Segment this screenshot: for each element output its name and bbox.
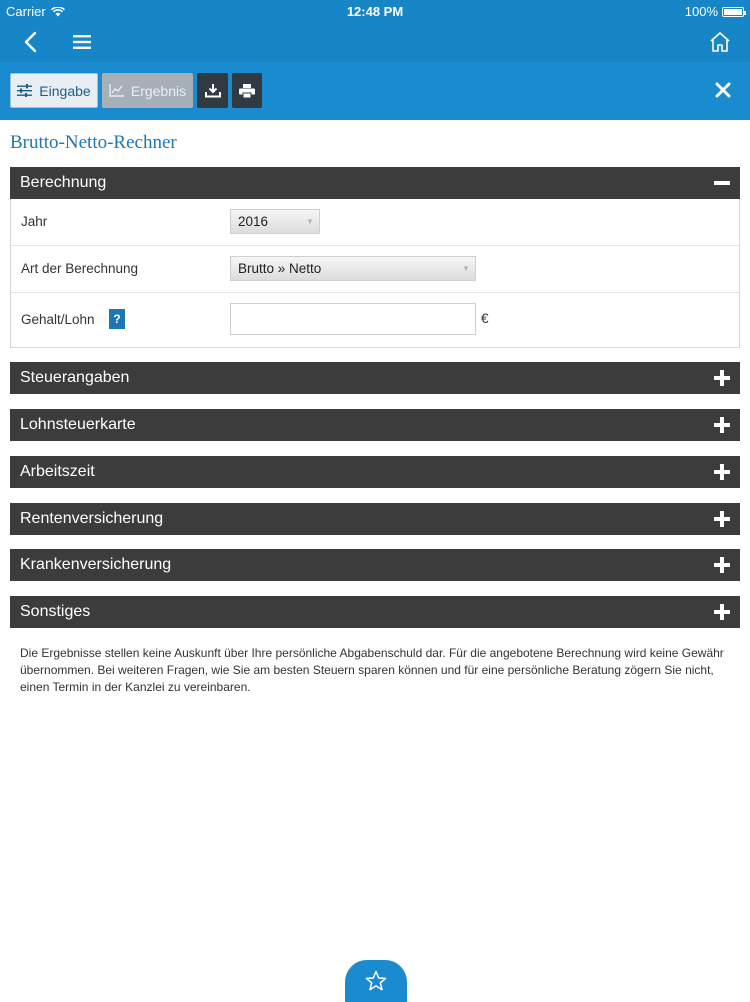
form-row-jahr <box>11 199 739 246</box>
art-select[interactable] <box>230 256 476 281</box>
favorite-button[interactable] <box>345 960 407 1002</box>
section-krankenversicherung[interactable] <box>10 549 740 581</box>
section-label: Krankenversicherung <box>20 556 172 573</box>
help-button[interactable]: ? <box>109 309 125 329</box>
back-button[interactable] <box>14 22 46 62</box>
expand-icon <box>714 464 730 480</box>
sliders-icon <box>17 84 32 97</box>
eingabe-label: Eingabe <box>39 82 91 99</box>
art-label: Art der Berechnung <box>21 261 139 276</box>
section-berechnung-label: Berechnung <box>20 174 107 191</box>
chevron-left-icon <box>23 31 37 53</box>
gehalt-label: Gehalt/Lohn <box>21 312 95 327</box>
form-row-art <box>11 246 739 293</box>
print-icon <box>239 84 255 98</box>
menu-button[interactable] <box>66 22 98 62</box>
section-berechnung[interactable] <box>10 167 740 199</box>
expand-icon <box>714 511 730 527</box>
battery-indicator <box>685 4 744 19</box>
currency-label: € <box>481 311 489 326</box>
page-title: Brutto-Netto-Rechner <box>10 132 177 153</box>
jahr-select[interactable] <box>230 209 320 234</box>
section-label: Lohnsteuerkarte <box>20 416 136 433</box>
toolbar <box>0 62 750 120</box>
home-icon <box>709 31 731 53</box>
jahr-label: Jahr <box>21 214 48 229</box>
print-button[interactable] <box>232 73 262 108</box>
ergebnis-label: Ergebnis <box>130 82 187 99</box>
expand-icon <box>714 557 730 573</box>
section-label: Rentenversicherung <box>20 510 164 527</box>
section-sonstiges[interactable] <box>10 596 740 628</box>
section-arbeitszeit[interactable] <box>10 456 740 488</box>
battery-percent: 100% <box>684 4 718 19</box>
close-button[interactable] <box>712 79 734 101</box>
download-button[interactable] <box>197 73 228 108</box>
close-icon <box>715 82 731 98</box>
status-time: 12:48 PM <box>346 4 404 19</box>
section-rentenversicherung[interactable] <box>10 503 740 535</box>
carrier-label: Carrier <box>6 4 46 19</box>
berechnung-form <box>10 199 740 348</box>
section-steuerangaben[interactable] <box>10 362 740 394</box>
section-label: Sonstiges <box>20 603 91 620</box>
collapse-icon <box>714 175 730 191</box>
eingabe-button[interactable] <box>10 73 98 108</box>
star-icon <box>365 970 387 992</box>
status-bar <box>0 0 750 22</box>
chevron-down-icon: ▼ <box>306 217 314 226</box>
ergebnis-button[interactable] <box>102 73 193 108</box>
battery-icon <box>722 7 744 17</box>
expand-icon <box>714 417 730 433</box>
download-icon <box>205 84 221 98</box>
home-button[interactable] <box>704 22 736 62</box>
disclaimer-text: Die Ergebnisse stellen keine Auskunft über Ihre persönliche Abgabenschuld dar. Für die angebotene Berechnung wird keine Gewähr übernommen. Bei weiteren Fragen, wie Sie am besten Steuern sparen können und für eine persönliche Beratung zögern Sie nicht, einen Termin in der Kanzlei zu vereinbaren. <box>20 646 724 694</box>
form-row-gehalt <box>11 293 739 347</box>
jahr-value: 2016 <box>238 214 269 229</box>
nav-bar <box>0 22 750 62</box>
hamburger-menu-icon <box>73 35 91 49</box>
section-lohnsteuerkarte[interactable] <box>10 409 740 441</box>
expand-icon <box>714 370 730 386</box>
section-label: Arbeitszeit <box>20 463 95 480</box>
art-value: Brutto » Netto <box>238 261 322 276</box>
gehalt-input[interactable] <box>230 303 476 335</box>
chart-icon <box>109 84 124 97</box>
section-label: Steuerangaben <box>20 369 130 386</box>
chevron-down-icon: ▼ <box>462 264 470 273</box>
expand-icon <box>714 604 730 620</box>
